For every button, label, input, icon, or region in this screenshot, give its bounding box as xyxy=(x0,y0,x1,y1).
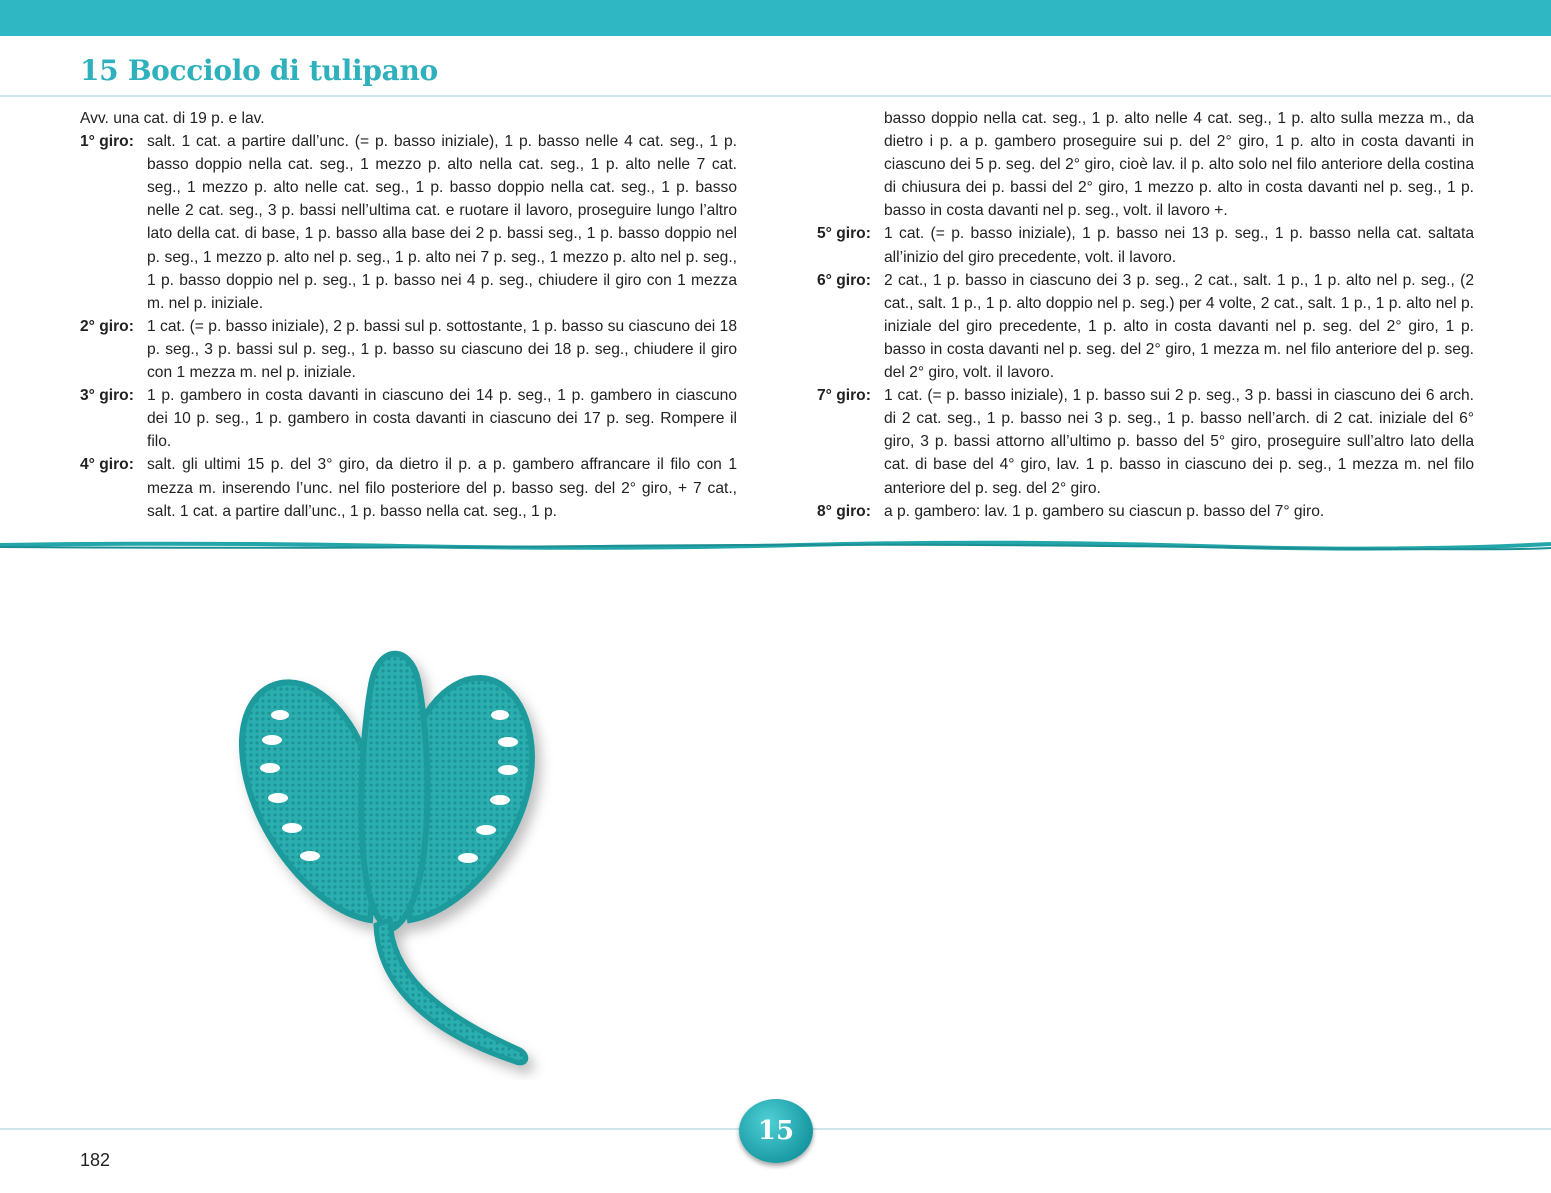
round-text: 1 cat. (= p. basso iniziale), 1 p. basso sui 2 p. seg., 3 p. bassi in ciascuno dei 6 arch. di 2 cat. seg., 1 p. basso nei 3 p. seg., 1 p. basso nell’arch. di 2 cat. iniziale del 6° giro, 3 p. bassi attorno all’ultimo p. basso del 5° giro, proseguire sull’altro lato della cat. di base del 4° giro, lav. 1 p. basso in ciascuno dei p. seg., 1 mezza m. nel filo anteriore del p. seg. del 2° giro. xyxy=(884,387,1474,497)
round-label: 3° giro: xyxy=(80,387,134,405)
round-7 xyxy=(817,384,1474,499)
badge-number: 15 xyxy=(757,1116,795,1146)
round-text: salt. 1 cat. a partire dall’unc. (= p. basso iniziale), 1 p. basso nelle 4 cat. seg., 1 p. basso doppio nella cat. seg., 1 mezzo p. alto nella cat. seg., 1 p. alto nelle 7 cat. seg., 1 mezzo p. alto nelle cat. seg., 1 p. basso doppio nella cat. seg., 1 p. basso nelle 2 cat. seg., 3 p. bassi nell’ultima cat. e ruotare il lavoro, proseguire lungo l’altro lato della cat. di base, 1 p. basso alla base dei 2 p. bassi seg., 1 p. basso doppio nel p. seg., 1 mezzo p. alto nel p. seg., 1 p. alto nei 7 p. seg., 1 mezzo p. alto nel p. seg., 1 p. basso doppio nel p. seg., 1 p. basso nei 4 p. seg., chiudere il giro con 1 mezza m. nel p. iniziale. xyxy=(147,133,737,312)
round-3 xyxy=(80,384,737,453)
round-4-continued: basso doppio nella cat. seg., 1 p. alto nelle 4 cat. seg., 1 p. alto sulla mezza m., da dietro i p. a p. gambero proseguire sui p. del 2° giro, 1 p. alto in costa davanti in ciascuno dei 5 p. seg. del 2° giro, cioè lav. il p. alto solo nel filo anteriore della costina di chiusura dei p. bassi del 2° giro, 1 mezzo p. alto in costa davanti nel p. seg., 1 p. basso in costa davanti nel p. seg., volt. il lavoro +. xyxy=(884,110,1474,220)
round-label: 2° giro: xyxy=(80,317,134,335)
round-label: 5° giro: xyxy=(817,225,871,243)
round-2 xyxy=(80,315,737,384)
round-text: salt. gli ultimi 15 p. del 3° giro, da dietro il p. a p. gambero affrancare il filo con 1 mezza m. inserendo l’unc. nel filo posteriore del p. basso seg. del 2° giro, + 7 cat., salt. 1 cat. a partire dall’unc., 1 p. basso nella cat. seg., 1 p. xyxy=(147,456,737,520)
round-text: 1 p. gambero in costa davanti in ciascuno dei 14 p. seg., 1 p. gambero in ciascuno dei 10 p. seg., 1 p. gambero in costa davanti in ciascuno dei 17 p. seg. Rompere il filo. xyxy=(147,387,737,451)
instructions-left-column xyxy=(80,107,737,523)
round-label: 8° giro: xyxy=(817,502,871,520)
yarn-divider xyxy=(0,536,1551,556)
round-8 xyxy=(817,500,1474,523)
round-label: 6° giro: xyxy=(817,271,871,289)
top-accent-bar xyxy=(0,0,1551,36)
stem xyxy=(376,920,526,1063)
tulip-bud-crochet-photo xyxy=(200,620,580,1080)
round-text: 2 cat., 1 p. basso in ciascuno dei 3 p. seg., 2 cat., salt. 1 p., 1 p. alto nel p. seg., (2 cat., salt. 1 p., 1 p. alto doppio nel p. seg.) per 4 volte, 2 cat., salt. 1 p., 1 p. alto nel p. iniziale del giro precedente, 1 p. alto in costa davanti nel p. seg. del 2° giro, 1 p. basso in costa davanti nel p. seg. del 2° giro, 1 mezza m. nel filo anteriore del p. seg. del 2° giro, volt. il lavoro. xyxy=(884,271,1474,382)
round-label: 4° giro: xyxy=(80,456,134,474)
instructions-right-column xyxy=(817,107,1474,523)
round-4 xyxy=(80,453,737,522)
round-text: a p. gambero: lav. 1 p. gambero su ciascun p. basso del 7° giro. xyxy=(884,502,1325,520)
round-text: 1 cat. (= p. basso iniziale), 2 p. bassi sul p. sottostante, 1 p. basso su ciascuno dei 18 p. seg., 3 p. bassi sul p. seg., 1 p. basso su ciascuno dei 18 p. seg., chiudere il giro con 1 mezza m. nel p. iniziale. xyxy=(147,317,737,382)
round-1 xyxy=(80,130,737,315)
round-label: 7° giro: xyxy=(817,387,871,405)
intro-text: Avv. una cat. di 19 p. e lav. xyxy=(80,110,265,127)
round-text: 1 cat. (= p. basso iniziale), 1 p. basso nei 13 p. seg., 1 p. basso nella cat. saltata all’inizio del giro precedente, volt. il lavoro. xyxy=(884,225,1474,266)
title-divider xyxy=(0,95,1551,97)
round-5 xyxy=(817,222,1474,268)
page-number: 182 xyxy=(80,1150,111,1170)
page-title: 15 Bocciolo di tulipano xyxy=(80,54,438,87)
round-6 xyxy=(817,269,1474,384)
center-petal xyxy=(361,654,427,930)
yarn-ball-badge xyxy=(739,1099,813,1163)
round-label: 1° giro: xyxy=(80,133,134,151)
